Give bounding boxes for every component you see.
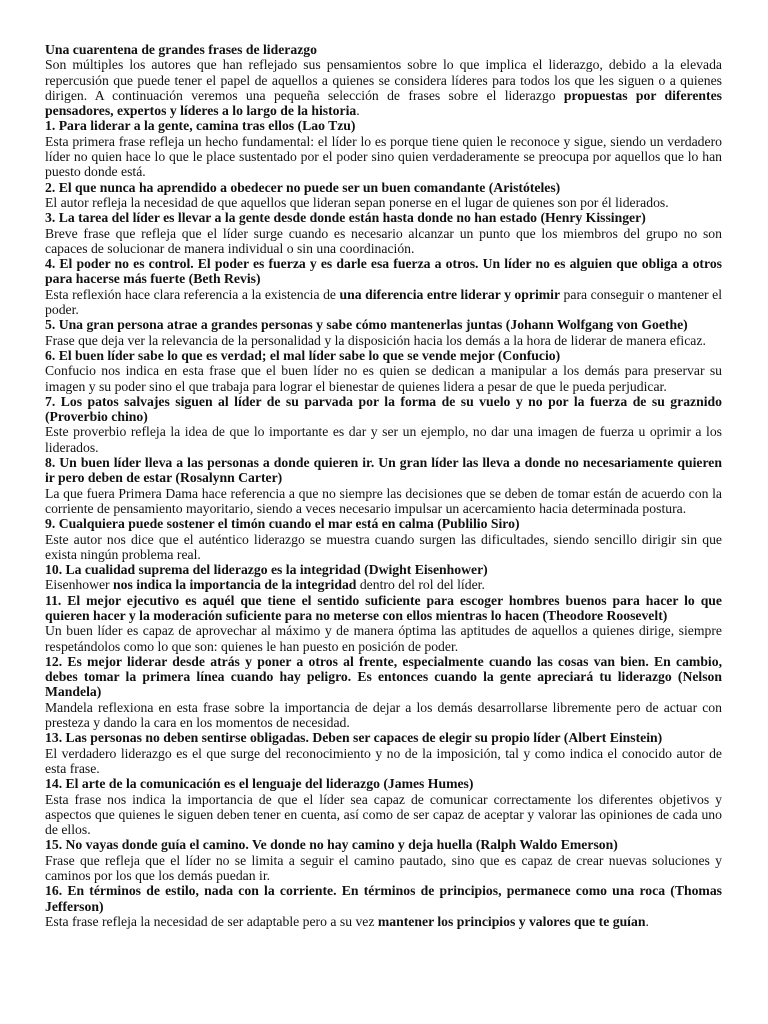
quote-heading: 10. La cualidad suprema del liderazgo es la integridad (Dwight Eisenhower) <box>45 562 488 578</box>
quote-heading: 6. El buen líder sabe lo que es verdad; el mal líder sabe lo que se vende mejor (Confucio) <box>45 347 561 363</box>
quote-explanation: Este proverbio refleja la idea de que lo importante es dar y ser un ejemplo, no dar una imagen de fuerza u oprimir a los liderados. <box>45 424 722 455</box>
quote-explanation: Esta primera frase refleja un hecho fundamental: el líder lo es porque tiene quien le reconoce y sigue, siendo un verdadero líder no quien hace lo que le place sustentado por el poder sino quien verdaderamente se preocupa por aquellos que lo han puesto donde está. <box>45 133 722 180</box>
quote-heading: 1. Para liderar a la gente, camina tras ellos (Lao Tzu) <box>45 118 356 134</box>
quote-explanation <box>45 287 722 318</box>
quote-explanation: Breve frase que refleja que el líder surge cuando es necesario alcanzar un punto que los miembros del grupo no son capaces de solucionar de manera individual o sin una coordinación. <box>45 225 722 256</box>
quote-explanation: Frase que refleja que el líder no se limita a seguir el camino pautado, sino que es capaz de crear nuevas soluciones y caminos por los que los demás puedan ir. <box>45 852 722 884</box>
quote-explanation: Esta frase nos indica la importancia de que el líder sea capaz de comunicar correctamente los diferentes objetivos y aspectos que quienes le siguen deben tener en cuenta, así como de ser capaz de aceptar y valorar las opiniones de cada uno de ellos. <box>45 791 722 838</box>
quote-list <box>45 118 722 929</box>
quote-heading: 15. No vayas donde guía el camino. Ve donde no hay camino y deja huella (Ralph Waldo Emerson) <box>45 837 618 853</box>
document-page <box>45 42 722 929</box>
explanation-text: Esta frase refleja la necesidad de ser adaptable pero a su vez <box>45 913 378 929</box>
document-title: Una cuarentena de grandes frases de liderazgo <box>45 42 317 57</box>
quote-heading: 16. En términos de estilo, nada con la corriente. En términos de principios, permanece como una roca (Thomas Jefferson) <box>45 883 722 914</box>
quote-explanation <box>45 914 722 929</box>
quote-explanation: La que fuera Primera Dama hace referencia a que no siempre las decisiones que se deben de tomar están de acuerdo con la corriente de pensamiento mayoritario, siendo a veces necesario impulsar un acercamiento hacia determinada postura. <box>45 485 722 516</box>
explanation-text-end: dentro del rol del líder. <box>356 577 485 593</box>
explanation-text-end: . <box>645 913 649 929</box>
quote-explanation <box>45 577 722 592</box>
quote-heading: 3. La tarea del líder es llevar a la gente desde donde están hasta donde no han estado (Henry Kissinger) <box>45 210 646 226</box>
quote-heading: 14. El arte de la comunicación es el lenguaje del liderazgo (James Humes) <box>45 776 474 792</box>
intro-paragraph <box>45 57 722 118</box>
intro-text: Son múltiples los autores que han reflejado sus pensamientos sobre lo que implica el liderazgo, debido a la elevada repercusión que puede tener el papel de aquellos a quienes se considera líderes para todos los que les siguen o a quienes dirigen. A continuación veremos una pequeña selección de frases sobre el liderazgo <box>45 57 722 103</box>
quote-heading: 11. El mejor ejecutivo es aquél que tiene el sentido suficiente para escoger hombres buenos para hacer lo que quieren hacer y la moderación suficiente para no meterse con ellos mientras lo hacen (Theodore Roosevelt) <box>45 592 722 623</box>
quote-heading: 8. Un buen líder lleva a las personas a donde quieren ir. Un gran líder las lleva a donde no necesariamente quieren ir pero deben de estar (Rosalynn Carter) <box>45 455 722 486</box>
explanation-text: Eisenhower <box>45 577 114 593</box>
explanation-emphasis: una diferencia entre liderar y oprimir <box>339 286 561 302</box>
quote-heading: 12. Es mejor liderar desde atrás y poner a otros al frente, especialmente cuando las cosas van bien. En cambio, debes tomar la primera línea cuando hay peligro. Es entonces cuando la gente apreciará tu liderazgo (Nelson Mandela) <box>45 653 722 700</box>
quote-heading: 13. Las personas no deben sentirse obligadas. Deben ser capaces de elegir su propio líder (Albert Einstein) <box>45 730 663 746</box>
quote-explanation: Confucio nos indica en esta frase que el buen líder no es quien se dedican a manipular a los demás para preservar su imagen y su poder sino el que trabaja para lograr el bienestar de quienes lidera a pesar de que le pueda perjudicar. <box>45 363 722 394</box>
quote-explanation: Mandela reflexiona en esta frase sobre la importancia de dejar a los demás desarrollarse libremente pero de actuar con presteza y dando la cara en los momentos de necesidad. <box>45 699 722 731</box>
explanation-emphasis: nos indica la importancia de la integridad <box>113 577 357 593</box>
explanation-text: Esta reflexión hace clara referencia a la existencia de <box>45 286 340 302</box>
quote-heading: 5. Una gran persona atrae a grandes personas y sabe cómo mantenerlas juntas (Johann Wolfgang von Goethe) <box>45 317 688 333</box>
quote-explanation: Frase que deja ver la relevancia de la personalidad y la disposición hacia los demás a la hora de liderar de manera eficaz. <box>45 332 706 348</box>
quote-explanation: El autor refleja la necesidad de que aquellos que lideran sepan ponerse en el lugar de quienes son por él liderados. <box>45 194 669 210</box>
explanation-text-end: para conseguir o mantener el poder. <box>45 286 722 318</box>
quote-heading: 9. Cualquiera puede sostener el timón cuando el mar está en calma (Publilio Siro) <box>45 516 520 532</box>
quote-heading: 7. Los patos salvajes siguen al líder de su parvada por la forma de su vuelo y no por la fuerza de su graznido (Proverbio chino) <box>45 393 722 425</box>
quote-explanation: Este autor nos dice que el auténtico liderazgo se muestra cuando surgen las dificultades, siendo sencillo dirigir sin que exista ningún problema real. <box>45 531 722 562</box>
quote-explanation: El verdadero liderazgo es el que surge del reconocimiento y no de la imposición, tal y como indica el conocido autor de esta frase. <box>45 745 722 776</box>
quote-explanation: Un buen líder es capaz de aprovechar al máximo y de manera óptima las aptitudes de aquellos a quienes dirige, siempre respetándolos como lo que son: quienes le han puesto en posición de poder. <box>45 623 722 654</box>
quote-heading: 4. El poder no es control. El poder es fuerza y es darle esa fuerza a otros. Un líder no es alguien que obliga a otros para hacerse más fuerte (Beth Revis) <box>45 256 722 287</box>
intro-emphasis: propuestas por diferentes pensadores, expertos y líderes a lo largo de la historia <box>45 87 722 119</box>
explanation-emphasis: mantener los principios y valores que te guían <box>377 913 646 929</box>
intro-end: . <box>356 103 360 119</box>
quote-heading: 2. El que nunca ha aprendido a obedecer no puede ser un buen comandante (Aristóteles) <box>45 179 561 195</box>
